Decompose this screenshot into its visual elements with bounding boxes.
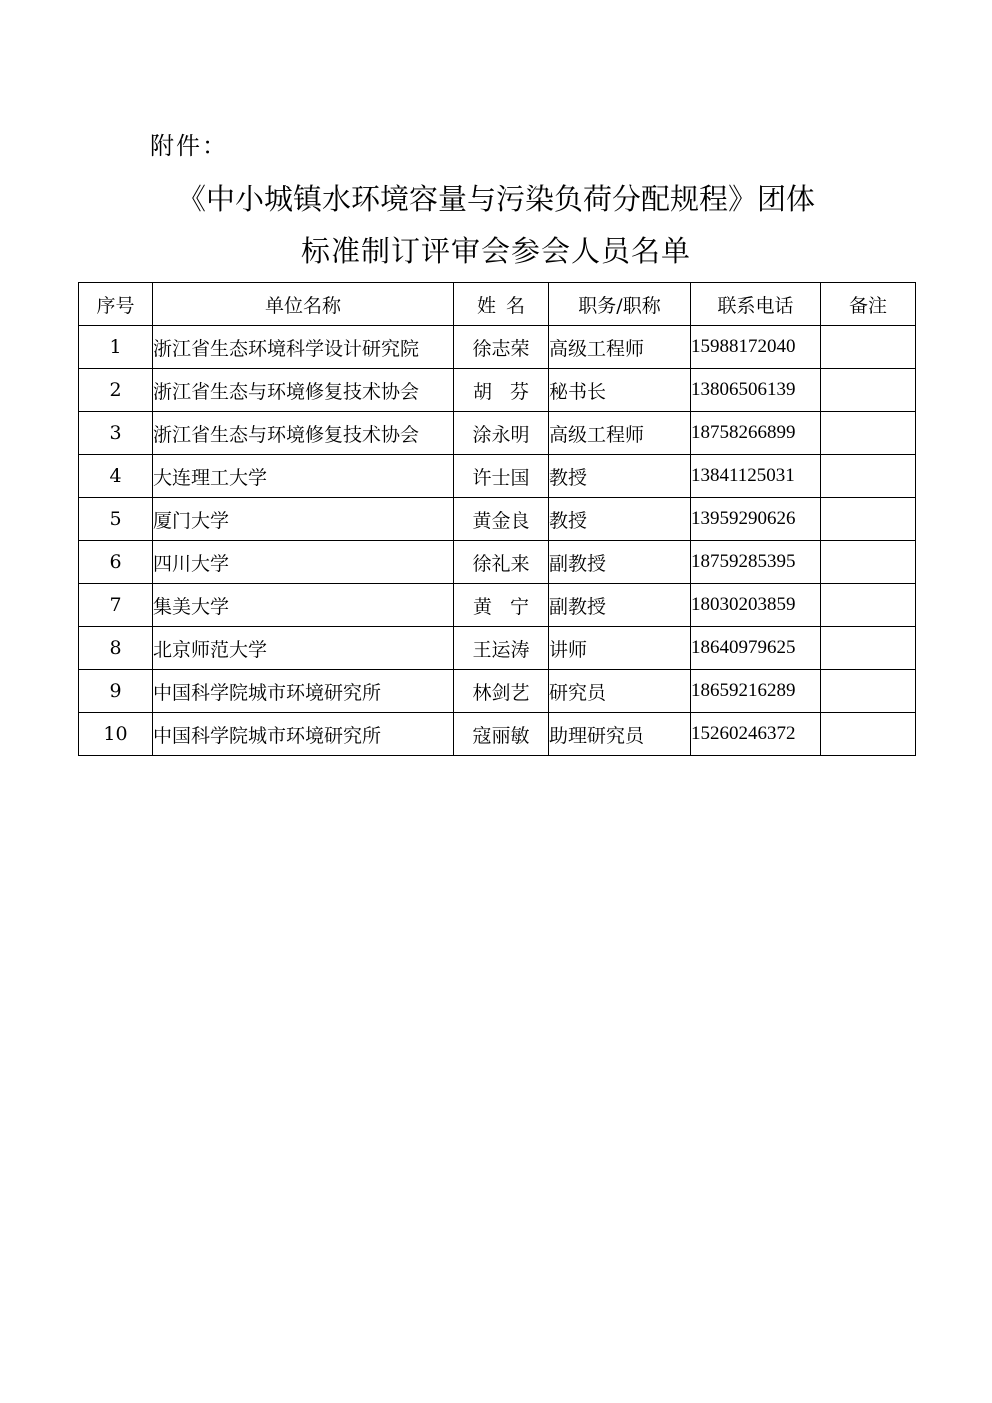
table-row — [79, 369, 916, 412]
cell-title: 教授 — [549, 455, 691, 498]
cell-phone: 15260246372 — [691, 713, 821, 756]
table-row — [79, 541, 916, 584]
cell-title: 副教授 — [549, 584, 691, 627]
cell-unit: 四川大学 — [153, 541, 454, 584]
header-note: 备注 — [821, 283, 916, 326]
cell-no: 6 — [79, 541, 153, 584]
cell-no: 3 — [79, 412, 153, 455]
document-title-line-1: 《中小城镇水环境容量与污染负荷分配规程》团体 — [176, 182, 815, 216]
cell-unit: 中国科学院城市环境研究所 — [153, 670, 454, 713]
cell-unit: 集美大学 — [153, 584, 454, 627]
cell-phone: 18640979625 — [691, 627, 821, 670]
cell-phone: 13959290626 — [691, 498, 821, 541]
cell-name: 黄金良 — [454, 498, 549, 541]
cell-title: 副教授 — [549, 541, 691, 584]
table-row — [79, 498, 916, 541]
cell-phone: 18758266899 — [691, 412, 821, 455]
header-no: 序号 — [79, 283, 153, 326]
header-unit: 单位名称 — [153, 283, 454, 326]
cell-title: 高级工程师 — [549, 326, 691, 369]
table-row — [79, 713, 916, 756]
table-row — [79, 412, 916, 455]
cell-title: 助理研究员 — [549, 713, 691, 756]
cell-name: 林剑艺 — [454, 670, 549, 713]
table-row — [79, 455, 916, 498]
cell-no: 7 — [79, 584, 153, 627]
cell-note — [821, 670, 916, 713]
cell-no: 5 — [79, 498, 153, 541]
cell-unit: 厦门大学 — [153, 498, 454, 541]
table-row — [79, 627, 916, 670]
cell-note — [821, 627, 916, 670]
cell-phone: 18030203859 — [691, 584, 821, 627]
table-header-row — [79, 283, 916, 326]
cell-name: 徐礼来 — [454, 541, 549, 584]
cell-title: 教授 — [549, 498, 691, 541]
cell-note — [821, 498, 916, 541]
cell-title: 高级工程师 — [549, 412, 691, 455]
cell-unit: 中国科学院城市环境研究所 — [153, 713, 454, 756]
attachment-label: 附件： — [150, 132, 228, 160]
cell-name: 寇丽敏 — [454, 713, 549, 756]
cell-no: 9 — [79, 670, 153, 713]
cell-phone: 15988172040 — [691, 326, 821, 369]
cell-note — [821, 713, 916, 756]
cell-no: 10 — [79, 713, 153, 756]
cell-phone: 13806506139 — [691, 369, 821, 412]
cell-phone: 18659216289 — [691, 670, 821, 713]
cell-title: 讲师 — [549, 627, 691, 670]
cell-name: 涂永明 — [454, 412, 549, 455]
cell-phone: 13841125031 — [691, 455, 821, 498]
cell-name: 胡芬 — [454, 369, 549, 412]
header-name: 姓名 — [454, 283, 549, 326]
header-title: 职务/职称 — [549, 283, 691, 326]
cell-name: 王运涛 — [454, 627, 549, 670]
cell-unit: 浙江省生态环境科学设计研究院 — [153, 326, 454, 369]
header-phone: 联系电话 — [691, 283, 821, 326]
cell-title: 秘书长 — [549, 369, 691, 412]
table-row — [79, 326, 916, 369]
cell-phone: 18759285395 — [691, 541, 821, 584]
cell-note — [821, 326, 916, 369]
cell-note — [821, 541, 916, 584]
cell-note — [821, 455, 916, 498]
cell-note — [821, 584, 916, 627]
cell-note — [821, 369, 916, 412]
cell-no: 8 — [79, 627, 153, 670]
cell-unit: 北京师范大学 — [153, 627, 454, 670]
table-row — [79, 670, 916, 713]
document-title-line-2: 标准制订评审会参会人员名单 — [300, 234, 691, 268]
cell-note — [821, 412, 916, 455]
attendee-table — [78, 282, 916, 756]
cell-no: 4 — [79, 455, 153, 498]
cell-unit: 浙江省生态与环境修复技术协会 — [153, 412, 454, 455]
cell-title: 研究员 — [549, 670, 691, 713]
cell-name: 黄宁 — [454, 584, 549, 627]
cell-unit: 浙江省生态与环境修复技术协会 — [153, 369, 454, 412]
cell-name: 徐志荣 — [454, 326, 549, 369]
cell-unit: 大连理工大学 — [153, 455, 454, 498]
cell-name: 许士国 — [454, 455, 549, 498]
cell-no: 1 — [79, 326, 153, 369]
table-row — [79, 584, 916, 627]
cell-no: 2 — [79, 369, 153, 412]
